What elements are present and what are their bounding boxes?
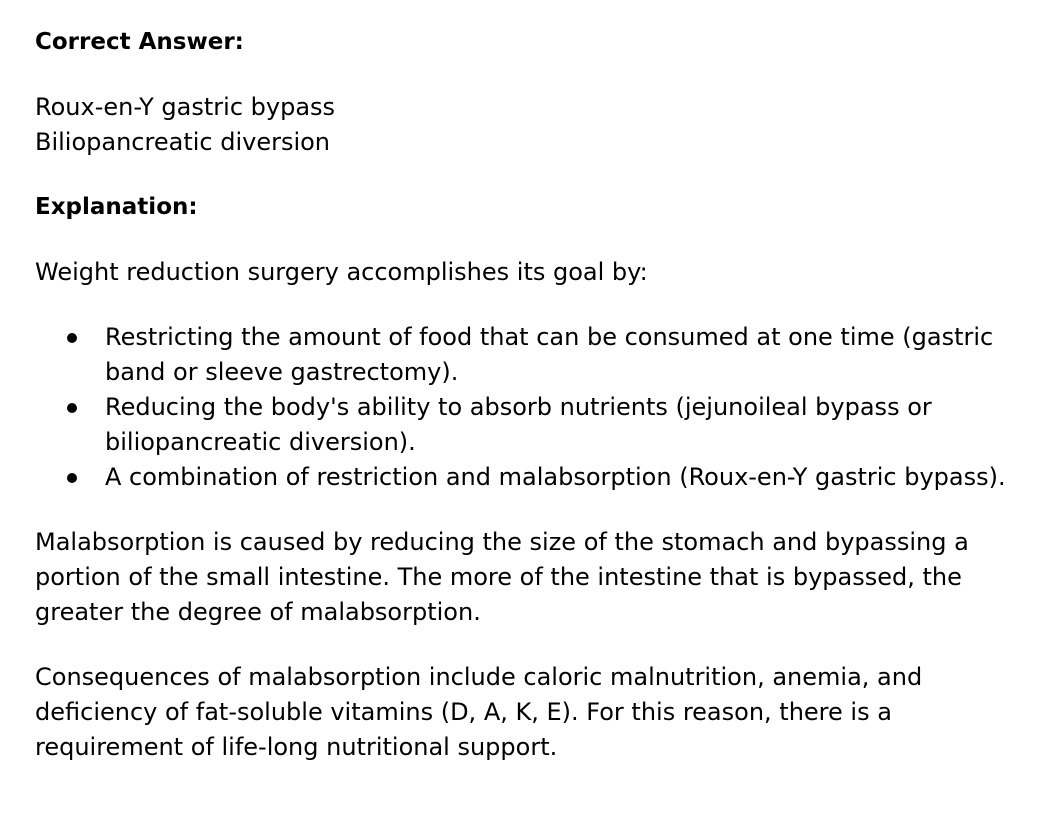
explanation-paragraph: Malabsorption is caused by reducing the size of the stomach and bypassing a portion of the small intestine. The more of the intestine that is bypassed, the greater the degree of malabsorption.	[35, 528, 969, 626]
bullet-icon	[67, 403, 77, 413]
correct-answer-list	[35, 90, 1036, 160]
bullet-icon	[67, 333, 77, 343]
correct-answer-item: Biliopancreatic diversion	[35, 128, 331, 156]
explanation-intro: Weight reduction surgery accomplishes its goal by:	[35, 258, 648, 286]
list-item	[35, 390, 1036, 460]
bullet-icon	[67, 473, 77, 483]
list-item	[35, 320, 1036, 390]
explanation-heading: Explanation:	[35, 194, 198, 220]
bullet-text: Reducing the body's ability to absorb nutrients (jejunoileal bypass or biliopancreatic diversion).	[105, 393, 932, 456]
explanation-paragraph: Consequences of malabsorption include caloric malnutrition, anemia, and deficiency of fat-soluble vitamins (D, A, K, E). For this reason, there is a requirement of life-long nutritional support.	[35, 663, 923, 761]
correct-answer-item: Roux-en-Y gastric bypass	[35, 93, 336, 121]
list-item	[35, 460, 1036, 495]
bullet-text: A combination of restriction and malabsorption (Roux-en-Y gastric bypass).	[105, 463, 1006, 491]
correct-answer-heading: Correct Answer:	[35, 29, 244, 55]
explanation-bullet-list	[35, 320, 1036, 495]
bullet-text: Restricting the amount of food that can be consumed at one time (gastric band or sleeve gastrectomy).	[105, 323, 994, 386]
